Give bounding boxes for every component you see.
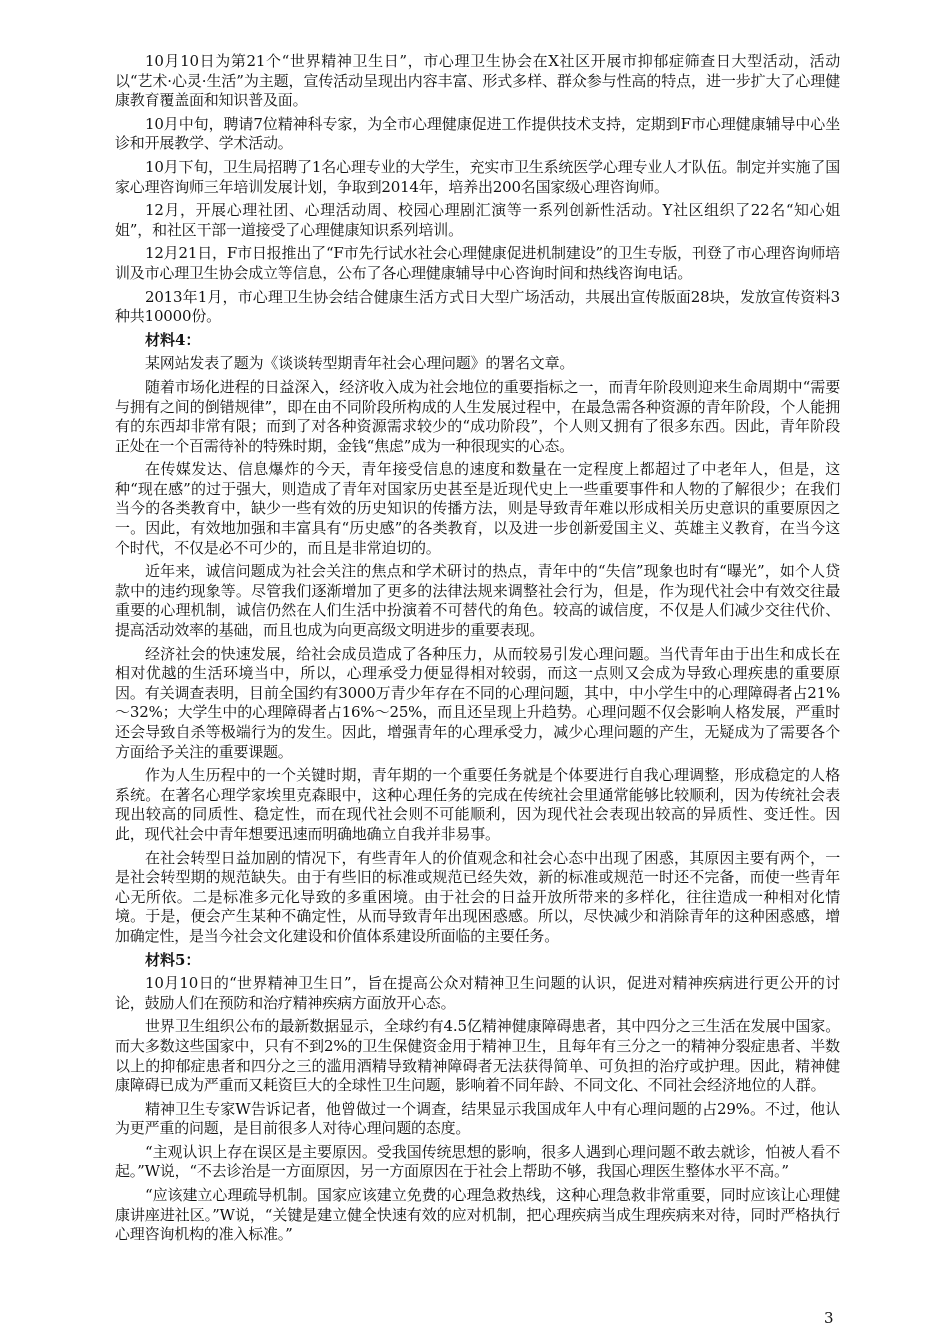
paragraph: 近年来，诚信问题成为社会关注的焦点和学术研讨的热点，青年中的“失信”现象也时有“曝光”，如个人贷款中的违约现象等。尽管我们逐渐增加了更多的法律法规来调整社会行为，但是，作为现代社会中有效交往最重要的心理机制，诚信仍然在人们生活中扮演着不可替代的角色。较高的诚信度，不仅是人们减少交往代价、提高活动效率的基础，而且也成为向更高级文明进步的重要表现。 — [115, 562, 840, 640]
paragraph: 作为人生历程中的一个关键时期，青年期的一个重要任务就是个体要进行自我心理调整，形成稳定的人格系统。在著名心理学家埃里克森眼中，这种心理任务的完成在传统社会里通常能够比较顺利，因为传统社会表现出较高的同质性、稳定性，而在现代社会则不可能顺利，因为现代社会表现出较高的异质性、变迁性。因此，现代社会中青年想要迅速而明确地确立自我并非易事。 — [115, 766, 840, 843]
paragraph: 精神卫生专家W告诉记者，他曾做过一个调查，结果显示我国成年人中有心理问题的占29%。不过，他认为更严重的问题，是目前很多人对待心理问题的态度。 — [115, 1099, 840, 1138]
paragraph: 世界卫生组织公布的最新数据显示，全球约有4.5亿精神健康障碍患者，其中四分之三生活在发展中国家。而大多数这些国家中，只有不到2%的卫生保健资金用于精神卫生，且每年有三分之一的精神分裂症患者、半数以上的抑郁症患者和四分之三的滥用酒精导致精神障碍者无法获得简单、可负担的治疗或护理。因此，精神健康障碍已成为严重而又耗资巨大的全球性卫生问题，影响着不同年龄、不同文化、不同社会经济地位的人群。 — [115, 1017, 840, 1095]
paragraph: 2013年1月，市心理卫生协会结合健康生活方式日大型广场活动，共展出宣传版面28块，发放宣传资料3种共10000份。 — [115, 287, 840, 326]
paragraph: 10月下旬，卫生局招聘了1名心理专业的大学生，充实市卫生系统医学心理专业人才队伍。制定并实施了国家心理咨询师三年培训发展计划，争取到2014年，培养出200名国家级心理咨询师。 — [115, 157, 840, 196]
paragraph: 10月中旬，聘请7位精神科专家，为全市心理健康促进工作提供技术支持，定期到F市心理健康辅导中心坐诊和开展教学、学术活动。 — [115, 114, 840, 153]
paragraph: 12月，开展心理社团、心理活动周、校园心理剧汇演等一系列创新性活动。Y社区组织了22名“知心姐姐”，和社区干部一道接受了心理健康知识系列培训。 — [115, 201, 840, 239]
paragraph: 某网站发表了题为《谈谈转型期青年社会心理问题》的署名文章。 — [145, 354, 575, 373]
paragraph: 在传媒发达、信息爆炸的今天，青年接受信息的速度和数量在一定程度上都超过了中老年人，但是，这种“现在感”的过于强大，则造成了青年对国家历史甚至是近现代史上一些重要事件和人物的了解很少；在我们当今的各类教育中，缺少一些有效的历史知识的传播方法，则是导致青年难以形成相关历史意识的重要原因之一。因此，有效地加强和丰富具有“历史感”的各类教育，以及进一步创新爱国主义、英雄主义教育，在当今这个时代，不仅是必不可少的，而且是非常迫切的。 — [115, 460, 840, 557]
paragraph: 在社会转型日益加剧的情况下，有些青年人的价值观念和社会心态中出现了困惑，其原因主要有两个，一是社会转型期的规范缺失。由于有些旧的标准或规范已经失效，新的标准或规范一时还不完备，而使一些青年心无所依。二是标准多元化导致的多重困境。由于社会的日益开放所带来的多样化，往往造成一种相对化情境。于是，便会产生某种不确定性，从而导致青年出现困惑感。所以，尽快减少和消除青年的这种困惑感，增加确定性，是当今社会文化建设和价值体系建设所面临的主要任务。 — [115, 848, 840, 945]
paragraph: 10月10日为第21个“世界精神卫生日”，市心理卫生协会在X社区开展市抑郁症筛查日大型活动，活动以“艺术·心灵·生活”为主题，宣传活动呈现出内容丰富、形式多样、群众参与性高的特点，进一步扩大了心理健康教育覆盖面和知识普及面。 — [115, 52, 840, 110]
section-heading-material-4: 材料4： — [145, 330, 201, 349]
paragraph: 随着市场化进程的日益深入，经济收入成为社会地位的重要指标之一，而青年阶段则迎来生命周期中“需要与拥有之间的倒错规律”，即在由不同阶段所构成的人生发展过程中，在最急需各种资源的青年阶段，个人能拥有的东西却非常有限；而到了对各种资源需求较少的“成功阶段”，个人则又拥有了很多东西。因此，青年阶段正处在一个百需待补的特殊时期，金钱“焦虑”成为一种很现实的心态。 — [115, 377, 840, 455]
paragraph: “应该建立心理疏导机制。国家应该建立免费的心理急救热线，这种心理急救非常重要，同时应该让心理健康讲座进社区。”W说，“关键是建立健全快速有效的应对机制，把心理疾病当成生理疾病来对待，同时严格执行心理咨询机构的准入标准。” — [115, 1186, 840, 1244]
paragraph: “主观认识上存在误区是主要原因。受我国传统思想的影响，很多人遇到心理问题不敢去就诊，怕被人看不起。”W说，“不去诊治是一方面原因，另一方面原因在于社会上帮助不够，我国心理医生整体水平不高。” — [115, 1142, 840, 1181]
paragraph: 经济社会的快速发展，给社会成员造成了各种压力，从而较易引发心理问题。当代青年由于出生和成长在相对优越的生活环境当中，所以，心理承受力便显得相对较弱，而这一点则又会成为导致心理疾患的重要原因。有关调查表明，目前全国约有3000万青少年存在不同的心理问题，其中，中小学生中的心理障碍者占21%～32%；大学生中的心理障碍者占16%～25%，而且还呈现上升趋势。心理问题不仅会影响人格发展，严重时还会导致自杀等极端行为的发生。因此，增强青年的心理承受力，减少心理问题的产生，无疑成为了需要各个方面给予关注的重要课题。 — [115, 644, 840, 761]
page-number: 3 — [824, 1309, 834, 1327]
paragraph: 10月10日的“世界精神卫生日”，旨在提高公众对精神卫生问题的认识，促进对精神疾病进行更公开的讨论，鼓励人们在预防和治疗精神疾病方面放开心态。 — [115, 974, 840, 1012]
document-body — [115, 52, 840, 1249]
section-heading-material-5: 材料5： — [145, 950, 201, 969]
paragraph: 12月21日，F市日报推出了“F市先行试水社会心理健康促进机制建设”的卫生专版，刊登了市心理咨询师培训及市心理卫生协会成立等信息，公布了各心理健康辅导中心咨询时间和热线咨询电话。 — [115, 244, 840, 282]
